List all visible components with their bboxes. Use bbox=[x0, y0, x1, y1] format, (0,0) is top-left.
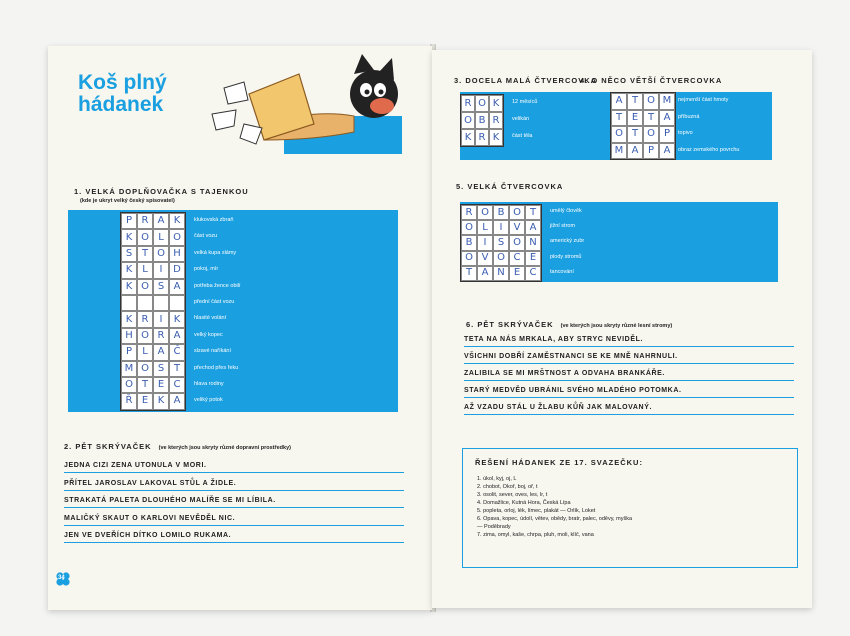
hidden-word-line: MALIČKÝ SKAUT O KARLOVI NEVĚDĚL NIC. bbox=[64, 515, 404, 526]
clue-text: velká kupa slámy bbox=[194, 249, 237, 256]
section-1-band bbox=[68, 210, 398, 412]
grid-cell: R bbox=[489, 112, 503, 129]
grid-cell: T bbox=[169, 361, 185, 377]
hidden-word-line: JEN VE DVEŘÍCH DÍTKO LOMILO RUKAMA. bbox=[64, 532, 404, 543]
grid-cell: K bbox=[121, 279, 137, 295]
crossword-grid-3 bbox=[460, 94, 504, 147]
clue-text: část vozu bbox=[194, 233, 218, 240]
grid-cell: O bbox=[509, 205, 525, 220]
grid-cell: O bbox=[643, 126, 659, 143]
grid-cell: Ř bbox=[121, 393, 137, 409]
grid-cell: B bbox=[461, 235, 477, 250]
grid-cell: A bbox=[153, 344, 169, 360]
grid-cell: E bbox=[525, 251, 541, 266]
grid-cell: O bbox=[137, 229, 153, 245]
grid-cell: O bbox=[475, 95, 489, 112]
crossword-grid-5 bbox=[460, 204, 542, 282]
grid-cell: O bbox=[611, 126, 627, 143]
grid-cell: H bbox=[121, 328, 137, 344]
grid-cell: C bbox=[509, 251, 525, 266]
left-page bbox=[48, 46, 432, 610]
grid-cell: M bbox=[659, 93, 675, 110]
section-6-subtitle: (ve kterých jsou skryty různé lesní stromy) bbox=[560, 323, 673, 329]
clue-text: obraz zemského povrchu bbox=[678, 146, 740, 153]
grid-cell: O bbox=[169, 229, 185, 245]
title-line-1: Koš plný bbox=[78, 71, 167, 94]
grid-cell: I bbox=[493, 220, 509, 235]
clue-text: slzavé naříkání bbox=[194, 348, 231, 355]
solution-line: — Poděbrady bbox=[477, 524, 511, 530]
grid-cell: C bbox=[525, 266, 541, 281]
grid-cell: N bbox=[493, 266, 509, 281]
clue-text: pokoj, mír bbox=[194, 266, 219, 273]
grid-cell: L bbox=[477, 220, 493, 235]
grid-cell: O bbox=[643, 93, 659, 110]
hidden-word-line: AŽ VZADU STÁL U ŽLABU KŮŇ JAK MALOVANÝ. bbox=[464, 404, 794, 415]
clue-text: velký kopec bbox=[194, 331, 223, 338]
clue-text: americký zubr bbox=[550, 238, 585, 245]
grid-cell: O bbox=[121, 377, 137, 393]
grid-cell: E bbox=[153, 377, 169, 393]
clue-text: potřeba žence obilí bbox=[194, 282, 241, 289]
grid-cell: K bbox=[121, 262, 137, 278]
section-6-title bbox=[466, 320, 672, 329]
grid-cell: O bbox=[137, 328, 153, 344]
hidden-word-line: JEDNA CIZI ZENA UTONULA V MORI. bbox=[64, 462, 404, 473]
grid-cell: V bbox=[477, 251, 493, 266]
section-1-title: 1. VELKÁ DOPLŇOVAČKA S TAJENKOU bbox=[74, 187, 249, 196]
grid-cell: K bbox=[121, 229, 137, 245]
grid-cell: O bbox=[477, 205, 493, 220]
grid-cell: K bbox=[489, 95, 503, 112]
grid-cell: E bbox=[509, 266, 525, 281]
grid-cell: T bbox=[627, 126, 643, 143]
grid-cell: K bbox=[153, 393, 169, 409]
cat-illustration bbox=[204, 54, 404, 164]
grid-cell: C bbox=[169, 377, 185, 393]
grid-cell: A bbox=[169, 279, 185, 295]
grid-cell: P bbox=[121, 344, 137, 360]
clue-text: plody stromů bbox=[550, 253, 582, 260]
hidden-word-line: STRAKATÁ PALETA DLOUHÉHO MALÍŘE SE MI LÍBILA. bbox=[64, 497, 404, 508]
page-title bbox=[78, 72, 167, 116]
grid-cell: O bbox=[509, 235, 525, 250]
clue-text: nejmenší část hmoty bbox=[678, 97, 729, 103]
grid-cell: I bbox=[153, 311, 169, 327]
grid-cell: R bbox=[475, 129, 489, 146]
section-4-title: 4. O NĚCO VĚTŠÍ ČTVERCOVKA bbox=[580, 76, 723, 85]
clue-text: 12 měsíců bbox=[512, 99, 538, 105]
grid-cell: N bbox=[525, 235, 541, 250]
solution-line: 3. osolit, sever, oves, les, lr, t bbox=[477, 492, 548, 498]
grid-cell: D bbox=[169, 262, 185, 278]
grid-cell bbox=[169, 295, 185, 311]
grid-cell bbox=[137, 295, 153, 311]
grid-cell: K bbox=[461, 129, 475, 146]
grid-cell: K bbox=[169, 311, 185, 327]
solution-line: 6. Opava, kopec, údolí, větev, obědy, bratr, palec, oděvy, myška bbox=[477, 516, 632, 522]
section-3-title: 3. DOCELA MALÁ ČTVERCOVKA bbox=[454, 76, 598, 85]
section-5-title: 5. VELKÁ ČTVERCOVKA bbox=[456, 182, 564, 191]
grid-cell: T bbox=[137, 246, 153, 262]
clue-text: topivo bbox=[678, 130, 693, 136]
solution-line: 7. zima, omyl, kaše, chrpa, pluh, moli, klíč, vana bbox=[477, 532, 594, 538]
clue-text: přední část vozu bbox=[194, 299, 235, 305]
grid-cell: A bbox=[477, 266, 493, 281]
clue-text: jižní strom bbox=[550, 223, 576, 230]
grid-cell: T bbox=[137, 377, 153, 393]
hidden-word-line: ZALIBILA SE MI MRŠTNOST A ODVAHA BRANKÁŘE. bbox=[464, 370, 794, 381]
grid-cell: O bbox=[493, 251, 509, 266]
grid-cell: P bbox=[643, 143, 659, 160]
section-2-subtitle: (ve kterých jsou skryty různé dopravní prostředky) bbox=[158, 445, 291, 451]
grid-cell: H bbox=[169, 246, 185, 262]
grid-cell bbox=[121, 295, 137, 311]
grid-cell: A bbox=[525, 220, 541, 235]
section-2-title bbox=[64, 442, 291, 451]
clue-text: tancování bbox=[550, 268, 574, 275]
grid-cell: L bbox=[137, 262, 153, 278]
clue-text: veliký potok bbox=[194, 397, 223, 404]
grid-cell: T bbox=[611, 110, 627, 127]
clue-text: hlava rodiny bbox=[194, 381, 224, 387]
clue-text: umělý člověk bbox=[550, 208, 582, 214]
section-2-title-text: 2. PĚT SKRÝVAČEK bbox=[64, 442, 152, 451]
grid-cell: O bbox=[461, 112, 475, 129]
solutions-title: ŘEŠENÍ HÁDANEK ZE 17. SVAZEČKU: bbox=[475, 458, 643, 467]
grid-cell: R bbox=[137, 311, 153, 327]
grid-cell: A bbox=[611, 93, 627, 110]
grid-cell: O bbox=[137, 361, 153, 377]
right-page bbox=[432, 50, 812, 608]
grid-cell: S bbox=[153, 361, 169, 377]
solutions-box bbox=[462, 448, 798, 568]
solution-line: 1. úkol, kyj, oj, L bbox=[477, 476, 517, 482]
grid-cell bbox=[153, 295, 169, 311]
grid-cell: A bbox=[659, 143, 675, 160]
crossword-grid-4 bbox=[610, 92, 676, 160]
grid-cell: A bbox=[153, 213, 169, 229]
grid-cell: O bbox=[461, 251, 477, 266]
page-number: 34 bbox=[58, 575, 65, 581]
section-1-subtitle: (kde je ukryt velký český spisovatel) bbox=[80, 198, 175, 204]
grid-cell: P bbox=[659, 126, 675, 143]
clue-text: hlasité volání bbox=[194, 315, 227, 322]
solution-line: 5. popleta, orloj, lék, límec, plakát — Orlík, Loket bbox=[477, 508, 596, 514]
clue-text: část těla bbox=[512, 133, 533, 139]
grid-cell: A bbox=[169, 393, 185, 409]
grid-cell: L bbox=[137, 344, 153, 360]
grid-cell: M bbox=[611, 143, 627, 160]
grid-cell: M bbox=[121, 361, 137, 377]
grid-cell: I bbox=[153, 262, 169, 278]
grid-cell: K bbox=[169, 213, 185, 229]
grid-cell: R bbox=[153, 328, 169, 344]
grid-cell: O bbox=[137, 279, 153, 295]
grid-cell: S bbox=[153, 279, 169, 295]
grid-cell: S bbox=[121, 246, 137, 262]
grid-cell: R bbox=[137, 213, 153, 229]
grid-cell: O bbox=[461, 220, 477, 235]
grid-cell: A bbox=[627, 143, 643, 160]
solutions-list bbox=[477, 475, 632, 539]
grid-cell: A bbox=[169, 328, 185, 344]
hidden-word-line: TETA NA NÁS MRKALA, ABY STRYC NEVIDĚL. bbox=[464, 336, 794, 347]
crossword-grid-1 bbox=[120, 212, 186, 411]
solution-line: 2. chobot, Okoř, boj, oř, t bbox=[477, 484, 538, 490]
grid-cell: R bbox=[461, 95, 475, 112]
grid-cell: O bbox=[153, 246, 169, 262]
hidden-word-line: VŠICHNI DOBŘÍ ZAMĚSTNANCI SE KE MNĚ NAHRNULI. bbox=[464, 353, 794, 364]
hidden-word-line: PŘÍTEL JAROSLAV LAKOVAL STŮL A ŽIDLE. bbox=[64, 480, 404, 491]
grid-cell: I bbox=[477, 235, 493, 250]
grid-cell: L bbox=[153, 229, 169, 245]
grid-cell: K bbox=[121, 311, 137, 327]
grid-cell: B bbox=[475, 112, 489, 129]
grid-cell: R bbox=[461, 205, 477, 220]
grid-cell: S bbox=[493, 235, 509, 250]
grid-cell: T bbox=[643, 110, 659, 127]
clue-text: klukovská zbraň bbox=[194, 217, 234, 223]
grid-cell: B bbox=[493, 205, 509, 220]
section-6-title-text: 6. PĚT SKRÝVAČEK bbox=[466, 320, 554, 329]
clue-text: přechod přes řeku bbox=[194, 364, 239, 371]
title-line-2: hádanek bbox=[78, 93, 164, 116]
clue-text: velikán bbox=[512, 116, 530, 122]
grid-cell: T bbox=[461, 266, 477, 281]
grid-cell: V bbox=[509, 220, 525, 235]
grid-cell: A bbox=[659, 110, 675, 127]
clue-text: příbuzná bbox=[678, 113, 700, 120]
grid-cell: E bbox=[137, 393, 153, 409]
hidden-word-line: STARÝ MEDVĚD UBRÁNIL SVÉHO MLADÉHO POTOMKA. bbox=[464, 387, 794, 398]
grid-cell: T bbox=[627, 93, 643, 110]
grid-cell: Č bbox=[169, 344, 185, 360]
grid-cell: P bbox=[121, 213, 137, 229]
solution-line: 4. Domažlice, Kutná Hora, Česká Lípa bbox=[477, 500, 571, 506]
grid-cell: E bbox=[627, 110, 643, 127]
grid-cell: K bbox=[489, 129, 503, 146]
grid-cell: T bbox=[525, 205, 541, 220]
